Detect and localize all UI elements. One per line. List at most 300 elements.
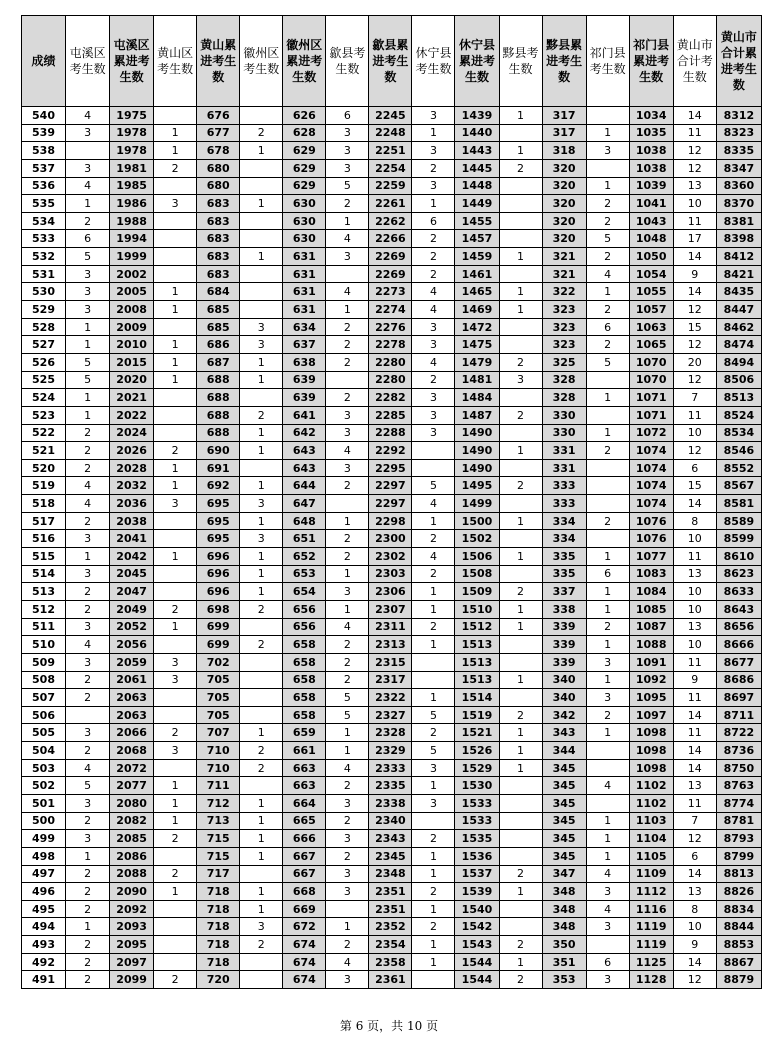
table-cell: 643 <box>283 459 326 477</box>
score-cell: 510 <box>22 636 66 654</box>
score-cell: 493 <box>22 936 66 954</box>
table-cell: 1119 <box>629 918 673 936</box>
table-cell <box>499 177 542 195</box>
table-cell: 1543 <box>455 936 499 954</box>
table-row <box>22 406 762 424</box>
table-cell: 2 <box>499 865 542 883</box>
table-cell: 1 <box>66 389 110 407</box>
table-cell: 2 <box>66 953 110 971</box>
table-cell: 2303 <box>369 565 412 583</box>
table-cell: 8677 <box>716 653 761 671</box>
table-cell: 1054 <box>629 265 673 283</box>
table-cell: 8398 <box>716 230 761 248</box>
table-cell <box>240 671 283 689</box>
score-cell: 498 <box>22 847 66 865</box>
table-cell <box>586 794 629 812</box>
score-cell: 530 <box>22 283 66 301</box>
table-cell: 1 <box>240 812 283 830</box>
table-cell: 8589 <box>716 512 761 530</box>
table-cell: 323 <box>542 301 586 319</box>
table-cell: 698 <box>197 600 240 618</box>
table-cell: 630 <box>283 212 326 230</box>
table-cell: 14 <box>673 283 716 301</box>
table-cell: 6 <box>326 107 369 125</box>
table-cell <box>586 159 629 177</box>
table-cell: 1 <box>586 424 629 442</box>
table-cell: 2028 <box>110 459 154 477</box>
table-cell: 320 <box>542 230 586 248</box>
table-cell: 2099 <box>110 971 154 989</box>
table-cell <box>412 459 455 477</box>
table-cell: 10 <box>673 918 716 936</box>
table-cell: 2328 <box>369 724 412 742</box>
table-cell: 2 <box>66 212 110 230</box>
table-cell: 626 <box>283 107 326 125</box>
table-cell: 1 <box>586 177 629 195</box>
table-cell: 2352 <box>369 918 412 936</box>
table-cell: 1 <box>412 124 455 142</box>
table-cell: 321 <box>542 248 586 266</box>
score-cell: 499 <box>22 830 66 848</box>
table-cell: 2 <box>412 248 455 266</box>
table-cell: 1035 <box>629 124 673 142</box>
table-cell: 317 <box>542 124 586 142</box>
table-cell <box>154 107 197 125</box>
table-cell: 1 <box>499 301 542 319</box>
table-cell: 2 <box>326 671 369 689</box>
table-cell <box>240 230 283 248</box>
table-cell: 1 <box>499 142 542 160</box>
table-cell: 9 <box>673 936 716 954</box>
table-cell: 8 <box>673 900 716 918</box>
table-cell: 2008 <box>110 301 154 319</box>
table-row <box>22 600 762 618</box>
table-cell: 2333 <box>369 759 412 777</box>
table-cell <box>240 618 283 636</box>
table-cell: 344 <box>542 742 586 760</box>
table-cell: 320 <box>542 195 586 213</box>
table-cell <box>586 742 629 760</box>
table-cell: 2 <box>66 742 110 760</box>
table-cell: 5 <box>326 177 369 195</box>
table-cell: 1 <box>154 283 197 301</box>
column-header: 徽州区累进考生数 <box>283 16 326 107</box>
table-cell: 2 <box>499 353 542 371</box>
page-footer: 第 6 页，共 10 页 <box>339 1019 439 1033</box>
table-cell: 3 <box>326 830 369 848</box>
table-cell: 8552 <box>716 459 761 477</box>
table-cell: 1519 <box>455 706 499 724</box>
table-row <box>22 442 762 460</box>
table-cell: 1 <box>154 794 197 812</box>
table-cell: 1 <box>240 565 283 583</box>
table-cell: 705 <box>197 706 240 724</box>
table-cell: 658 <box>283 671 326 689</box>
table-cell <box>240 777 283 795</box>
table-cell: 631 <box>283 248 326 266</box>
column-header: 屯溪区累进考生数 <box>110 16 154 107</box>
table-cell: 2052 <box>110 618 154 636</box>
table-cell: 4 <box>326 283 369 301</box>
table-cell: 1091 <box>629 653 673 671</box>
table-cell <box>499 900 542 918</box>
table-cell <box>154 689 197 707</box>
table-cell: 2 <box>326 847 369 865</box>
table-row <box>22 830 762 848</box>
table-cell: 3 <box>326 865 369 883</box>
table-cell: 2047 <box>110 583 154 601</box>
table-cell: 663 <box>283 777 326 795</box>
table-cell: 1128 <box>629 971 673 989</box>
table-cell: 3 <box>326 424 369 442</box>
table-cell: 2335 <box>369 777 412 795</box>
table-cell: 2 <box>499 159 542 177</box>
table-cell: 1 <box>326 918 369 936</box>
table-cell: 2343 <box>369 830 412 848</box>
table-cell: 2262 <box>369 212 412 230</box>
table-cell: 323 <box>542 318 586 336</box>
table-cell: 643 <box>283 442 326 460</box>
table-cell <box>240 107 283 125</box>
table-cell: 1088 <box>629 636 673 654</box>
table-cell: 343 <box>542 724 586 742</box>
table-header <box>22 16 762 107</box>
table-cell: 648 <box>283 512 326 530</box>
table-cell: 331 <box>542 459 586 477</box>
table-cell: 1 <box>499 618 542 636</box>
table-cell: 334 <box>542 530 586 548</box>
table-cell: 2 <box>326 936 369 954</box>
table-cell: 2093 <box>110 918 154 936</box>
table-cell: 1087 <box>629 618 673 636</box>
table-cell: 350 <box>542 936 586 954</box>
table-cell: 1098 <box>629 724 673 742</box>
table-cell: 2300 <box>369 530 412 548</box>
table-cell: 3 <box>154 742 197 760</box>
table-cell: 688 <box>197 424 240 442</box>
table-cell: 3 <box>412 107 455 125</box>
table-cell: 8435 <box>716 283 761 301</box>
table-cell: 1 <box>499 107 542 125</box>
table-cell: 712 <box>197 794 240 812</box>
table-cell: 330 <box>542 424 586 442</box>
table-cell: 1479 <box>455 353 499 371</box>
table-cell: 1 <box>412 636 455 654</box>
table-cell: 683 <box>197 265 240 283</box>
table-cell: 674 <box>283 971 326 989</box>
table-cell: 12 <box>673 336 716 354</box>
table-cell <box>154 565 197 583</box>
table-cell: 2 <box>326 336 369 354</box>
table-cell: 1988 <box>110 212 154 230</box>
table-cell: 1 <box>586 583 629 601</box>
table-cell: 320 <box>542 212 586 230</box>
table-cell <box>499 212 542 230</box>
table-cell: 1 <box>412 953 455 971</box>
table-cell: 1 <box>240 900 283 918</box>
table-cell <box>499 830 542 848</box>
table-cell: 658 <box>283 706 326 724</box>
table-cell: 8581 <box>716 495 761 513</box>
table-cell: 12 <box>673 371 716 389</box>
table-cell: 8546 <box>716 442 761 460</box>
table-cell <box>240 283 283 301</box>
table-cell: 1537 <box>455 865 499 883</box>
table-cell <box>154 530 197 548</box>
score-cell: 500 <box>22 812 66 830</box>
table-cell: 2010 <box>110 336 154 354</box>
table-cell: 628 <box>283 124 326 142</box>
table-row <box>22 777 762 795</box>
score-cell: 512 <box>22 600 66 618</box>
score-cell: 509 <box>22 653 66 671</box>
table-cell: 3 <box>66 830 110 848</box>
table-cell: 715 <box>197 830 240 848</box>
table-cell: 718 <box>197 918 240 936</box>
score-cell: 506 <box>22 706 66 724</box>
table-cell: 8666 <box>716 636 761 654</box>
table-cell: 2317 <box>369 671 412 689</box>
table-cell: 3 <box>326 159 369 177</box>
table-cell: 8834 <box>716 900 761 918</box>
table-cell: 3 <box>326 883 369 901</box>
column-header: 祁门县考生数 <box>586 16 629 107</box>
table-row <box>22 812 762 830</box>
table-cell <box>499 636 542 654</box>
table-cell: 1071 <box>629 389 673 407</box>
table-row <box>22 971 762 989</box>
table-cell: 642 <box>283 424 326 442</box>
table-cell: 1 <box>586 548 629 566</box>
table-cell: 3 <box>66 653 110 671</box>
table-cell: 2 <box>412 371 455 389</box>
table-cell <box>499 847 542 865</box>
table-cell: 629 <box>283 142 326 160</box>
table-cell: 320 <box>542 177 586 195</box>
score-cell: 533 <box>22 230 66 248</box>
table-cell: 718 <box>197 900 240 918</box>
score-cell: 534 <box>22 212 66 230</box>
table-cell: 687 <box>197 353 240 371</box>
table-cell: 2 <box>412 265 455 283</box>
table-cell: 3 <box>586 918 629 936</box>
table-cell: 5 <box>326 689 369 707</box>
table-cell: 1475 <box>455 336 499 354</box>
table-cell: 2 <box>326 389 369 407</box>
table-cell <box>240 953 283 971</box>
table-cell: 2 <box>586 301 629 319</box>
table-cell: 348 <box>542 900 586 918</box>
table-cell: 1070 <box>629 353 673 371</box>
table-cell: 8335 <box>716 142 761 160</box>
table-cell: 1112 <box>629 883 673 901</box>
table-cell: 2306 <box>369 583 412 601</box>
table-cell: 718 <box>197 953 240 971</box>
table-body <box>22 107 762 989</box>
table-cell <box>154 636 197 654</box>
table-cell: 1074 <box>629 495 673 513</box>
table-cell: 654 <box>283 583 326 601</box>
table-cell: 696 <box>197 565 240 583</box>
table-cell: 10 <box>673 424 716 442</box>
table-cell: 2 <box>66 442 110 460</box>
table-cell: 1 <box>154 371 197 389</box>
table-row <box>22 618 762 636</box>
table-cell <box>499 689 542 707</box>
table-cell <box>66 142 110 160</box>
table-cell: 12 <box>673 442 716 460</box>
table-cell <box>586 371 629 389</box>
table-cell: 14 <box>673 495 716 513</box>
table-cell: 4 <box>66 177 110 195</box>
table-cell: 3 <box>326 248 369 266</box>
table-cell: 2276 <box>369 318 412 336</box>
table-cell: 4 <box>412 548 455 566</box>
score-cell: 531 <box>22 265 66 283</box>
table-cell: 9 <box>673 265 716 283</box>
table-cell: 3 <box>412 424 455 442</box>
table-cell: 11 <box>673 124 716 142</box>
table-cell: 2 <box>499 706 542 724</box>
table-cell: 1097 <box>629 706 673 724</box>
table-cell: 330 <box>542 406 586 424</box>
table-cell: 2032 <box>110 477 154 495</box>
table-cell: 2 <box>326 777 369 795</box>
table-cell: 11 <box>673 653 716 671</box>
table-cell: 685 <box>197 301 240 319</box>
table-cell: 2 <box>412 530 455 548</box>
table-cell: 2307 <box>369 600 412 618</box>
table-cell: 688 <box>197 389 240 407</box>
table-cell: 1459 <box>455 248 499 266</box>
table-cell: 717 <box>197 865 240 883</box>
table-cell: 5 <box>326 706 369 724</box>
table-cell: 1 <box>154 336 197 354</box>
table-cell: 1 <box>240 724 283 742</box>
table-cell: 1070 <box>629 371 673 389</box>
table-cell: 641 <box>283 406 326 424</box>
table-cell: 1102 <box>629 794 673 812</box>
table-cell: 1 <box>412 777 455 795</box>
table-cell: 338 <box>542 600 586 618</box>
table-cell: 2 <box>586 248 629 266</box>
table-cell <box>154 759 197 777</box>
table-cell: 1085 <box>629 600 673 618</box>
table-cell: 4 <box>326 618 369 636</box>
table-cell: 14 <box>673 107 716 125</box>
table-cell: 2 <box>154 600 197 618</box>
table-row <box>22 353 762 371</box>
table-cell <box>499 389 542 407</box>
table-cell: 1 <box>240 142 283 160</box>
table-cell: 2 <box>240 759 283 777</box>
table-cell: 15 <box>673 318 716 336</box>
table-cell: 6 <box>673 847 716 865</box>
table-cell: 664 <box>283 794 326 812</box>
table-cell: 2288 <box>369 424 412 442</box>
table-cell <box>499 124 542 142</box>
table-cell: 1098 <box>629 759 673 777</box>
table-cell: 3 <box>66 301 110 319</box>
table-cell: 8421 <box>716 265 761 283</box>
table-cell: 688 <box>197 371 240 389</box>
table-cell: 1098 <box>629 742 673 760</box>
table-cell <box>326 265 369 283</box>
score-cell: 539 <box>22 124 66 142</box>
table-cell: 351 <box>542 953 586 971</box>
table-cell: 3 <box>326 459 369 477</box>
table-cell: 353 <box>542 971 586 989</box>
table-cell: 8 <box>673 512 716 530</box>
table-cell: 8697 <box>716 689 761 707</box>
table-cell: 8360 <box>716 177 761 195</box>
table-cell: 3 <box>412 336 455 354</box>
table-cell: 1502 <box>455 530 499 548</box>
column-header: 祁门县累进考生数 <box>629 16 673 107</box>
table-cell: 1 <box>499 283 542 301</box>
score-table-container <box>21 15 762 989</box>
table-cell <box>412 812 455 830</box>
score-cell: 504 <box>22 742 66 760</box>
table-cell: 691 <box>197 459 240 477</box>
score-cell: 517 <box>22 512 66 530</box>
table-cell: 4 <box>66 107 110 125</box>
score-cell: 524 <box>22 389 66 407</box>
table-cell: 2 <box>66 971 110 989</box>
table-cell: 1521 <box>455 724 499 742</box>
score-cell: 494 <box>22 918 66 936</box>
table-cell: 8462 <box>716 318 761 336</box>
table-cell: 8643 <box>716 600 761 618</box>
table-cell: 2 <box>412 830 455 848</box>
table-cell: 1 <box>586 600 629 618</box>
table-cell: 1 <box>154 777 197 795</box>
table-cell: 1 <box>586 124 629 142</box>
table-cell: 2 <box>154 971 197 989</box>
table-cell: 20 <box>673 353 716 371</box>
table-cell: 2063 <box>110 706 154 724</box>
table-cell: 8347 <box>716 159 761 177</box>
table-cell: 2 <box>66 600 110 618</box>
table-cell: 5 <box>66 777 110 795</box>
table-cell: 3 <box>586 142 629 160</box>
table-cell: 1510 <box>455 600 499 618</box>
table-cell: 2329 <box>369 742 412 760</box>
table-cell: 345 <box>542 777 586 795</box>
table-cell: 1050 <box>629 248 673 266</box>
table-cell: 13 <box>673 777 716 795</box>
table-cell: 3 <box>240 318 283 336</box>
table-cell: 1 <box>326 212 369 230</box>
table-cell: 2348 <box>369 865 412 883</box>
table-cell <box>240 459 283 477</box>
header-row <box>22 16 762 107</box>
table-cell: 1536 <box>455 847 499 865</box>
table-cell: 1 <box>499 883 542 901</box>
table-cell: 630 <box>283 195 326 213</box>
table-cell: 1125 <box>629 953 673 971</box>
table-cell: 328 <box>542 389 586 407</box>
table-cell: 2 <box>326 195 369 213</box>
table-cell: 652 <box>283 548 326 566</box>
table-cell: 342 <box>542 706 586 724</box>
table-cell: 1513 <box>455 653 499 671</box>
table-cell: 1999 <box>110 248 154 266</box>
table-cell: 3 <box>326 124 369 142</box>
table-cell: 335 <box>542 565 586 583</box>
table-cell <box>154 318 197 336</box>
column-header: 成绩 <box>22 16 66 107</box>
